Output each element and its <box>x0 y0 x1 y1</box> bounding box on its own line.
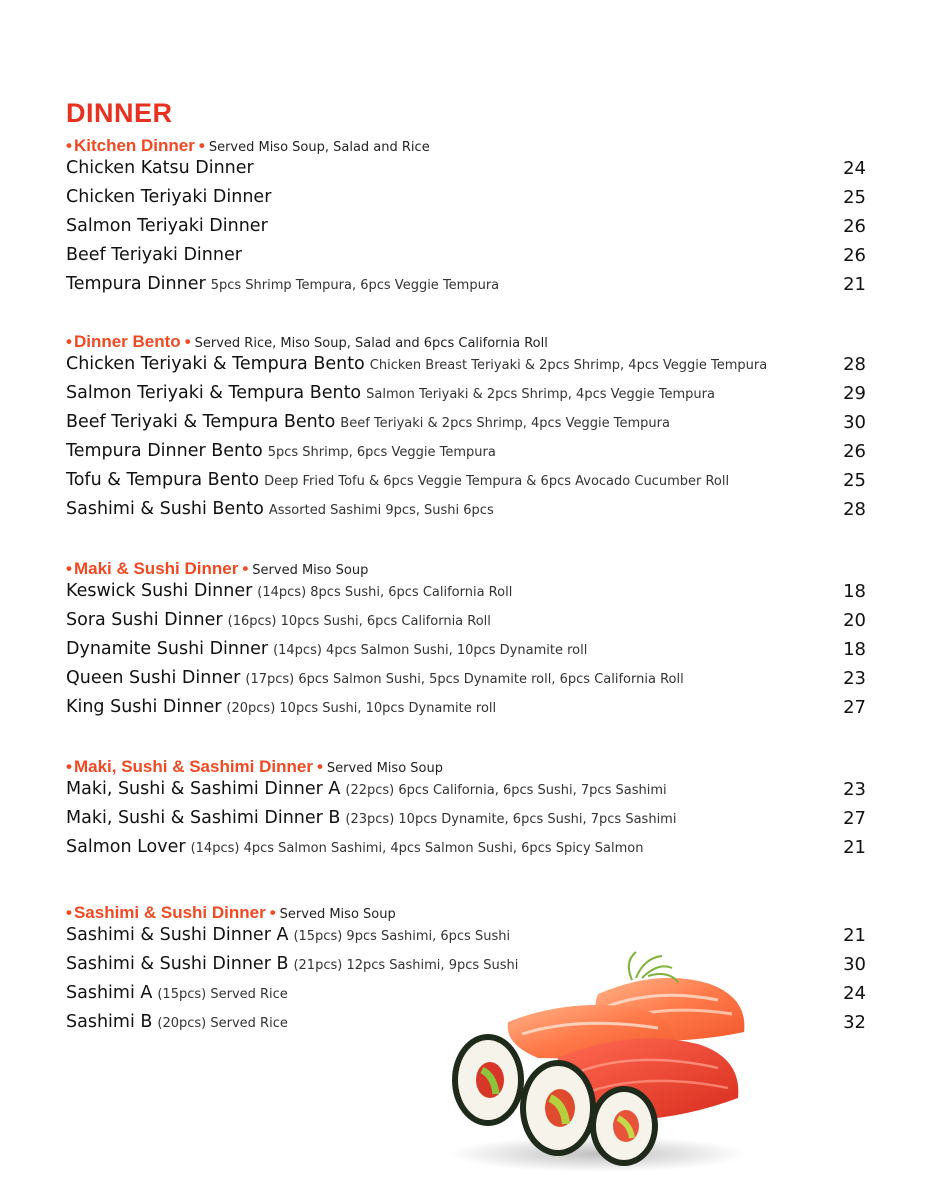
item-price: 25 <box>843 470 866 491</box>
menu-item <box>66 581 876 610</box>
item-description: (20pcs) Served Rice <box>157 1016 288 1031</box>
bullet: • <box>66 136 72 155</box>
item-name: Keswick Sushi Dinner <box>66 581 253 601</box>
bullet: • <box>66 332 72 351</box>
item-name: Sashimi & Sushi Bento <box>66 499 264 519</box>
section-name: Sashimi & Sushi Dinner <box>73 903 266 922</box>
menu-item <box>66 441 876 470</box>
item-price: 21 <box>843 925 866 946</box>
item-description: Beef Teriyaki & 2pcs Shrimp, 4pcs Veggie Tempura <box>340 416 670 431</box>
section-header <box>66 136 876 158</box>
item-name: Sashimi & Sushi Dinner B <box>66 954 289 974</box>
menu-item <box>66 158 876 187</box>
section-name: Maki & Sushi Dinner <box>73 559 239 578</box>
section-dinner-bento <box>66 332 876 528</box>
menu-item <box>66 412 876 441</box>
item-name: Chicken Teriyaki Dinner <box>66 187 272 207</box>
item-price: 26 <box>843 441 866 462</box>
item-name: Maki, Sushi & Sashimi Dinner A <box>66 779 341 799</box>
item-description: (21pcs) 12pcs Sashimi, 9pcs Sushi <box>293 958 519 973</box>
bullet: • <box>66 757 72 776</box>
section-note: Served Miso Soup <box>252 563 369 578</box>
section-name: Dinner Bento <box>73 332 181 351</box>
item-price: 27 <box>843 697 866 718</box>
item-name: Sashimi B <box>66 1012 153 1032</box>
section-maki-sushi-sashimi-dinner <box>66 757 876 866</box>
item-name: Beef Teriyaki Dinner <box>66 245 242 265</box>
item-description: Chicken Breast Teriyaki & 2pcs Shrimp, 4pcs Veggie Tempura <box>369 358 768 373</box>
section-name: Kitchen Dinner <box>73 136 195 155</box>
item-price: 30 <box>843 412 866 433</box>
item-name: Sashimi A <box>66 983 153 1003</box>
item-price: 26 <box>843 216 866 237</box>
menu-item <box>66 216 876 245</box>
item-name: Sora Sushi Dinner <box>66 610 223 630</box>
item-name: Chicken Katsu Dinner <box>66 158 254 178</box>
menu-item <box>66 808 876 837</box>
page-title: DINNER <box>66 98 173 128</box>
item-price: 20 <box>843 610 866 631</box>
item-description: (14pcs) 4pcs Salmon Sushi, 10pcs Dynamite roll <box>273 643 588 658</box>
item-description: 5pcs Shrimp, 6pcs Veggie Tempura <box>267 445 496 460</box>
section-header <box>66 332 876 354</box>
section-header <box>66 559 876 581</box>
section-name: Maki, Sushi & Sashimi Dinner <box>73 757 313 776</box>
section-kitchen-dinner <box>66 136 876 303</box>
sushi-rolls-illustration-icon <box>448 948 760 1174</box>
menu-item <box>66 779 876 808</box>
menu-item <box>66 383 876 412</box>
item-name: Tempura Dinner <box>66 274 206 294</box>
item-description: (20pcs) 10pcs Sushi, 10pcs Dynamite roll <box>226 701 497 716</box>
section-note: Served Miso Soup <box>326 761 443 776</box>
item-price: 32 <box>843 1012 866 1033</box>
item-description: (15pcs) Served Rice <box>157 987 288 1002</box>
item-name: Dynamite Sushi Dinner <box>66 639 269 659</box>
item-name: Tempura Dinner Bento <box>66 441 263 461</box>
item-description: (14pcs) 4pcs Salmon Sashimi, 4pcs Salmon Sushi, 6pcs Spicy Salmon <box>190 841 644 856</box>
item-description: (22pcs) 6pcs California, 6pcs Sushi, 7pcs Sashimi <box>345 783 667 798</box>
item-name: King Sushi Dinner <box>66 697 222 717</box>
item-price: 23 <box>843 779 866 800</box>
item-name: Tofu & Tempura Bento <box>66 470 260 490</box>
item-description: (14pcs) 8pcs Sushi, 6pcs California Roll <box>257 585 513 600</box>
section-header <box>66 903 876 925</box>
item-price: 24 <box>843 983 866 1004</box>
menu-item <box>66 470 876 499</box>
item-price: 30 <box>843 954 866 975</box>
menu-item <box>66 354 876 383</box>
section-note: Served Miso Soup, Salad and Rice <box>208 140 430 155</box>
item-price: 21 <box>843 274 866 295</box>
menu-item <box>66 499 876 528</box>
item-price: 29 <box>843 383 866 404</box>
item-price: 28 <box>843 499 866 520</box>
item-name: Salmon Teriyaki & Tempura Bento <box>66 383 362 403</box>
bullet: • <box>184 332 191 351</box>
section-maki-sushi-dinner <box>66 559 876 726</box>
item-name: Salmon Teriyaki Dinner <box>66 216 268 236</box>
section-note: Served Miso Soup <box>279 907 396 922</box>
bullet: • <box>198 136 205 155</box>
bullet: • <box>316 757 323 776</box>
item-description: (17pcs) 6pcs Salmon Sushi, 5pcs Dynamite roll, 6pcs California Roll <box>245 672 684 687</box>
item-name: Queen Sushi Dinner <box>66 668 241 688</box>
item-price: 23 <box>843 668 866 689</box>
item-description: (23pcs) 10pcs Dynamite, 6pcs Sushi, 7pcs Sashimi <box>345 812 677 827</box>
item-name: Sashimi & Sushi Dinner A <box>66 925 289 945</box>
item-price: 18 <box>843 639 866 660</box>
section-note: Served Rice, Miso Soup, Salad and 6pcs California Roll <box>194 336 548 351</box>
item-description: (15pcs) 9pcs Sashimi, 6pcs Sushi <box>293 929 511 944</box>
menu-item <box>66 837 876 866</box>
section-header <box>66 757 876 779</box>
item-price: 26 <box>843 245 866 266</box>
item-price: 18 <box>843 581 866 602</box>
menu-item <box>66 610 876 639</box>
item-description: 5pcs Shrimp Tempura, 6pcs Veggie Tempura <box>210 278 500 293</box>
item-name: Maki, Sushi & Sashimi Dinner B <box>66 808 341 828</box>
item-description: (16pcs) 10pcs Sushi, 6pcs California Roll <box>227 614 491 629</box>
item-description: Deep Fried Tofu & 6pcs Veggie Tempura & 6pcs Avocado Cucumber Roll <box>264 474 730 489</box>
menu-item <box>66 274 876 303</box>
item-price: 24 <box>843 158 866 179</box>
menu-item <box>66 639 876 668</box>
item-description: Assorted Sashimi 9pcs, Sushi 6pcs <box>268 503 494 518</box>
menu-item <box>66 668 876 697</box>
item-price: 25 <box>843 187 866 208</box>
menu-item <box>66 697 876 726</box>
item-name: Salmon Lover <box>66 837 186 857</box>
bullet: • <box>242 559 249 578</box>
item-name: Beef Teriyaki & Tempura Bento <box>66 412 336 432</box>
item-description: Salmon Teriyaki & 2pcs Shrimp, 4pcs Veggie Tempura <box>366 387 715 402</box>
item-price: 21 <box>843 837 866 858</box>
item-price: 28 <box>843 354 866 375</box>
bullet: • <box>269 903 276 922</box>
menu-item <box>66 187 876 216</box>
menu-item <box>66 245 876 274</box>
bullet: • <box>66 559 72 578</box>
bullet: • <box>66 903 72 922</box>
item-price: 27 <box>843 808 866 829</box>
item-name: Chicken Teriyaki & Tempura Bento <box>66 354 365 374</box>
